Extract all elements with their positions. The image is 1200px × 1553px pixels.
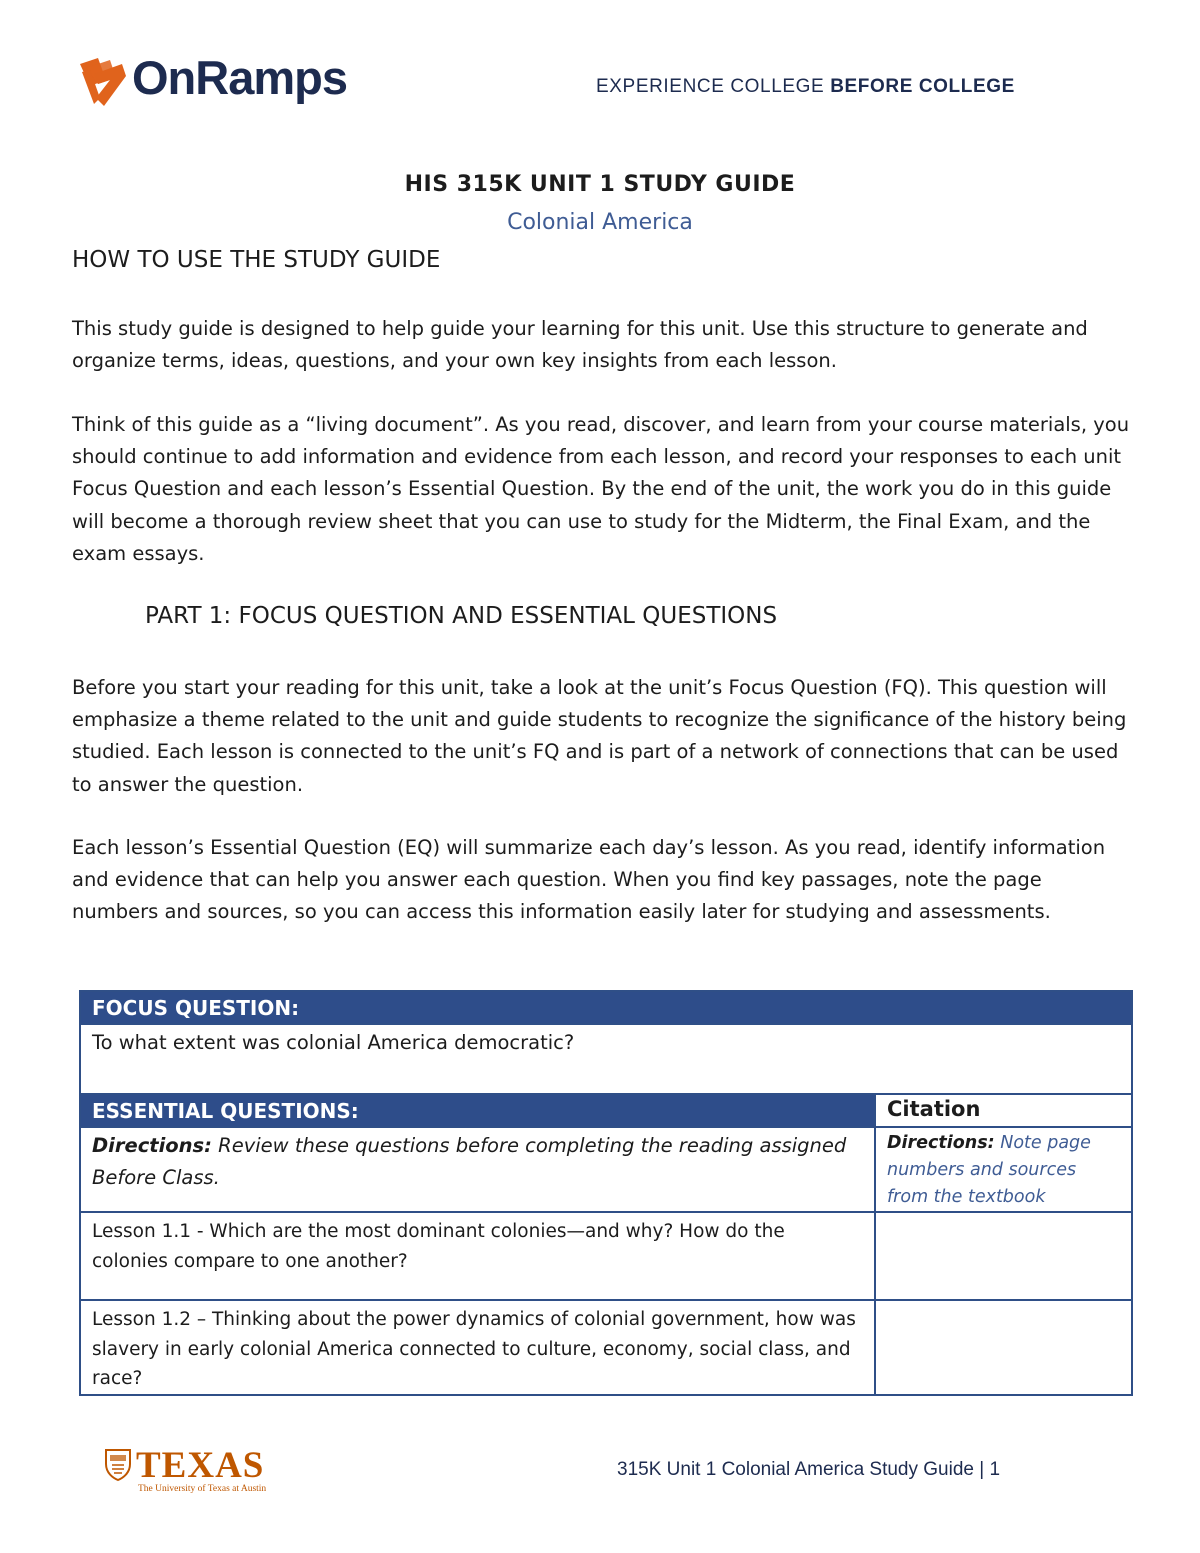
onramps-logo — [76, 52, 366, 120]
paragraph-essential-question: Each lesson’s Essential Question (EQ) will summarize each day’s lesson. As you read, identify information and evidence that can help you answer each question. When you find key passages, note the page numbers and sources, so you can access this information easily later for studying and assessments. — [72, 836, 1106, 924]
questions-table — [79, 990, 1133, 1396]
tagline — [596, 76, 1015, 98]
onramps-logo-text: OnRamps — [132, 51, 347, 104]
paragraph-focus-question: Before you start your reading for this unit, take a look at the unit’s Focus Question (FQ). This question will emphasize a theme related to the unit and guide students to recognize the significance of the history being studied. Each lesson is connected to the unit’s FQ and is part of a network of connections that can be used to answer the question. — [72, 676, 1127, 796]
lesson-1-1-citation[interactable] — [875, 1212, 1132, 1300]
table-row — [80, 1300, 1132, 1395]
question-directions — [80, 1127, 875, 1212]
texas-logo-text: TEXAS — [136, 1445, 265, 1486]
page-footer-label: 315K Unit 1 Colonial America Study Guide | 1 — [617, 1459, 1001, 1480]
document-subtitle: Colonial America — [507, 210, 693, 235]
part-heading: PART 1: FOCUS QUESTION AND ESSENTIAL QUESTIONS — [145, 603, 778, 629]
tagline-regular: EXPERIENCE COLLEGE — [596, 76, 831, 97]
focus-header-row — [80, 991, 1132, 1024]
ut-austin-logo — [104, 1445, 267, 1498]
paragraph-living-document: Think of this guide as a “living document”. As you read, discover, and learn from your course materials, you should continue to add information and evidence from each lesson, and record your responses to each unit Focus Question and each lesson’s Essential Question. By the end of the unit, the work you do in this guide will become a thorough review sheet that you can use to study for the Midterm, the Final Exam, and the exam essays. — [72, 413, 1130, 565]
citation-directions-text: Note page numbers and sources from the textbook — [887, 1133, 1091, 1207]
lesson-1-2-citation[interactable] — [875, 1300, 1132, 1395]
focus-question-row — [80, 1024, 1132, 1094]
directions-label: Directions: — [92, 1134, 212, 1157]
essential-header-row — [80, 1094, 1132, 1127]
section-heading: HOW TO USE THE STUDY GUIDE — [72, 247, 441, 273]
focus-question-header: FOCUS QUESTION: — [80, 991, 1132, 1024]
citation-directions — [875, 1127, 1132, 1212]
lesson-1-1-question: Lesson 1.1 - Which are the most dominant colonies—and why? How do the colonies compare to one another? — [80, 1212, 875, 1300]
lesson-1-2-question: Lesson 1.2 – Thinking about the power dynamics of colonial government, how was slavery in early colonial America connected to culture, economy, social class, and race? — [80, 1300, 875, 1395]
focus-question-text: To what extent was colonial America democratic? — [80, 1024, 1132, 1094]
essential-questions-header: ESSENTIAL QUESTIONS: — [80, 1094, 875, 1127]
directions-row — [80, 1127, 1132, 1212]
paragraph-intro: This study guide is designed to help guide your learning for this unit. Use this structure to generate and organize terms, ideas, questions, and your own key insights from each lesson. — [72, 317, 1088, 373]
table-row — [80, 1212, 1132, 1300]
texas-logo-subtext: The University of Texas at Austin — [138, 1484, 267, 1494]
citation-header: Citation — [875, 1094, 1132, 1127]
citation-directions-label: Directions: — [887, 1133, 995, 1153]
onramps-ramp-icon — [76, 54, 132, 116]
tagline-bold: BEFORE COLLEGE — [830, 76, 1015, 97]
shield-icon — [104, 1448, 132, 1482]
document-title: HIS 315K UNIT 1 STUDY GUIDE — [404, 172, 796, 197]
directions-text: Review these questions before completing the reading assigned Before Class. — [92, 1134, 847, 1189]
